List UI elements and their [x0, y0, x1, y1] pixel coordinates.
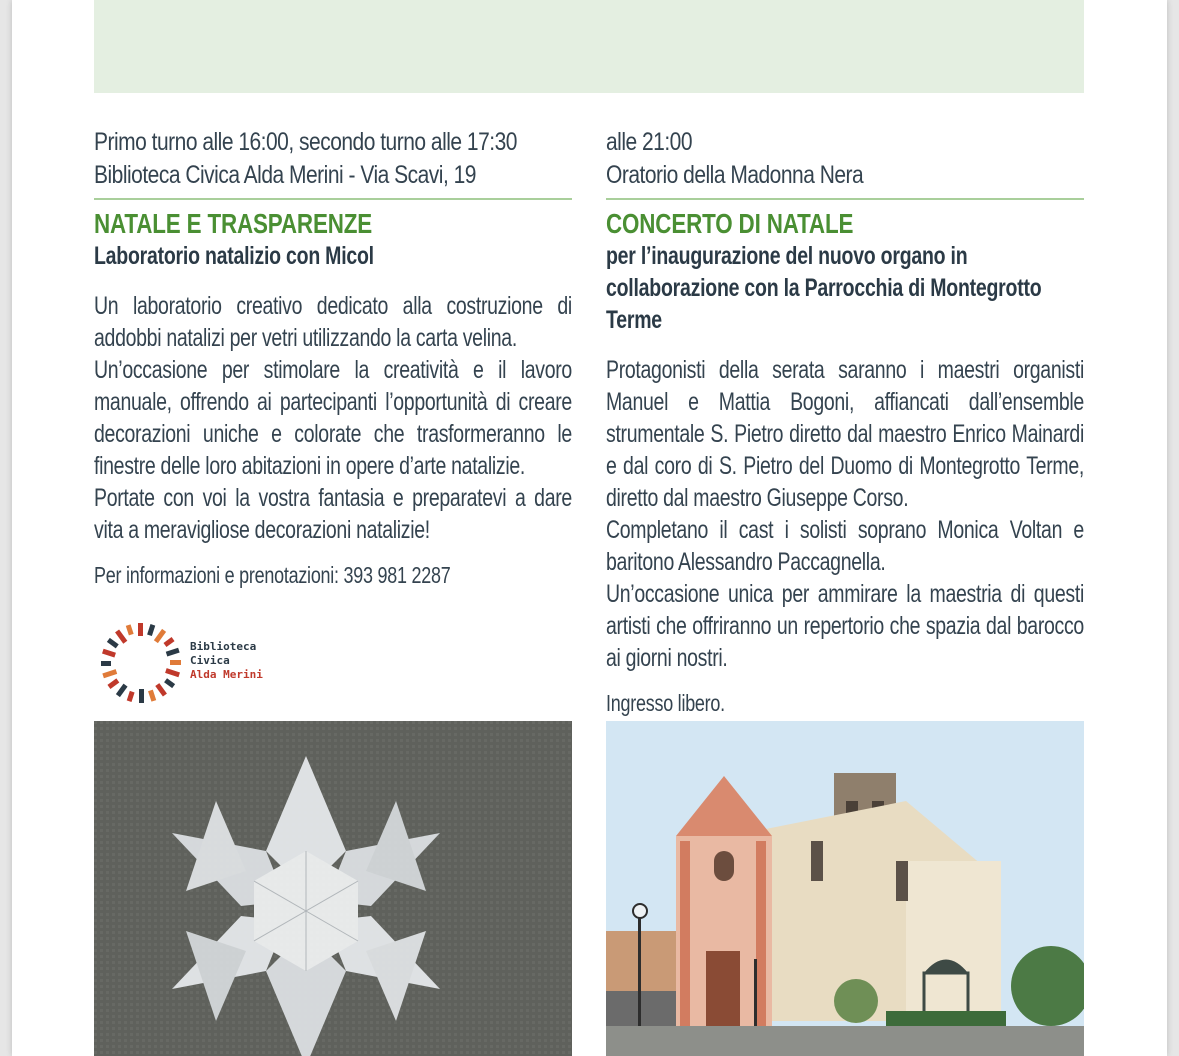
description-paragraph: Portate con voi la vostra fantasia e preparatevi a dare vita a meravigliose decorazioni natalizie!: [94, 484, 572, 544]
event-title: CONCERTO DI NATALE: [606, 208, 854, 239]
description-paragraph: Completano il cast i solisti soprano Monica Voltan e baritono Alessandro Paccagnella.: [606, 516, 1084, 576]
event-description: [94, 290, 572, 546]
event-left: [94, 126, 572, 590]
entry-info: Ingresso libero.: [606, 690, 725, 716]
header-band: [94, 0, 1084, 93]
church-photo: [606, 721, 1084, 1056]
event-description: [606, 354, 1084, 674]
event-schedule: [606, 126, 1084, 192]
event-right: [606, 126, 1084, 718]
logo-line: Alda Merini: [190, 668, 263, 681]
description-paragraph: Un’occasione per stimolare la creatività e il lavoro manuale, offrendo ai partecipanti l’opportunità di creare decorazioni uniche e colorate che trasformeranno le finestre delle loro abitazioni in opere d’arte natalizie.: [94, 356, 572, 480]
booking-info: Per informazioni e prenotazioni: 393 981 2287: [94, 562, 451, 588]
church-image: [606, 721, 1084, 1056]
description-paragraph: Un laboratorio creativo dedicato alla costruzione di addobbi natalizi per vetri utilizzando la carta velina.: [94, 292, 572, 352]
paper-star-image: [94, 721, 572, 1056]
paper-star-photo: [94, 721, 572, 1056]
event-subtitle: per l’inaugurazione del nuovo organo in collaborazione con la Parrocchia di Montegrotto Terme: [606, 242, 1042, 334]
event-title: NATALE E TRASPARENZE: [94, 208, 373, 239]
logo-line: Biblioteca: [190, 640, 257, 653]
library-logo: [96, 617, 356, 709]
event-location: Oratorio della Madonna Nera: [606, 161, 864, 189]
library-logo-icon: [96, 617, 186, 709]
logo-line: Civica: [190, 654, 230, 667]
event-time: alle 21:00: [606, 128, 693, 156]
description-paragraph: Protagonisti della serata saranno i maestri organisti Manuel e Mattia Bogoni, affiancati dall’ensemble strumentale S. Pietro diretto dal maestro Enrico Mainardi e dal coro di S. Pietro del Duomo di Montegrotto Terme, diretto dal maestro Giuseppe Corso.: [606, 356, 1084, 512]
description-paragraph: Un’occasione unica per ammirare la maestria di questi artisti che offriranno un repertorio che spazia dal barocco ai giorni nostri.: [606, 580, 1084, 672]
event-time: Primo turno alle 16:00, secondo turno alle 17:30: [94, 128, 517, 156]
event-schedule: [94, 126, 572, 192]
event-subtitle: Laboratorio natalizio con Micol: [94, 242, 374, 270]
library-logo-text: [190, 640, 263, 682]
divider: [606, 198, 1084, 200]
brochure-page: [12, 0, 1167, 1056]
divider: [94, 198, 572, 200]
event-location: Biblioteca Civica Alda Merini - Via Scavi, 19: [94, 161, 476, 189]
